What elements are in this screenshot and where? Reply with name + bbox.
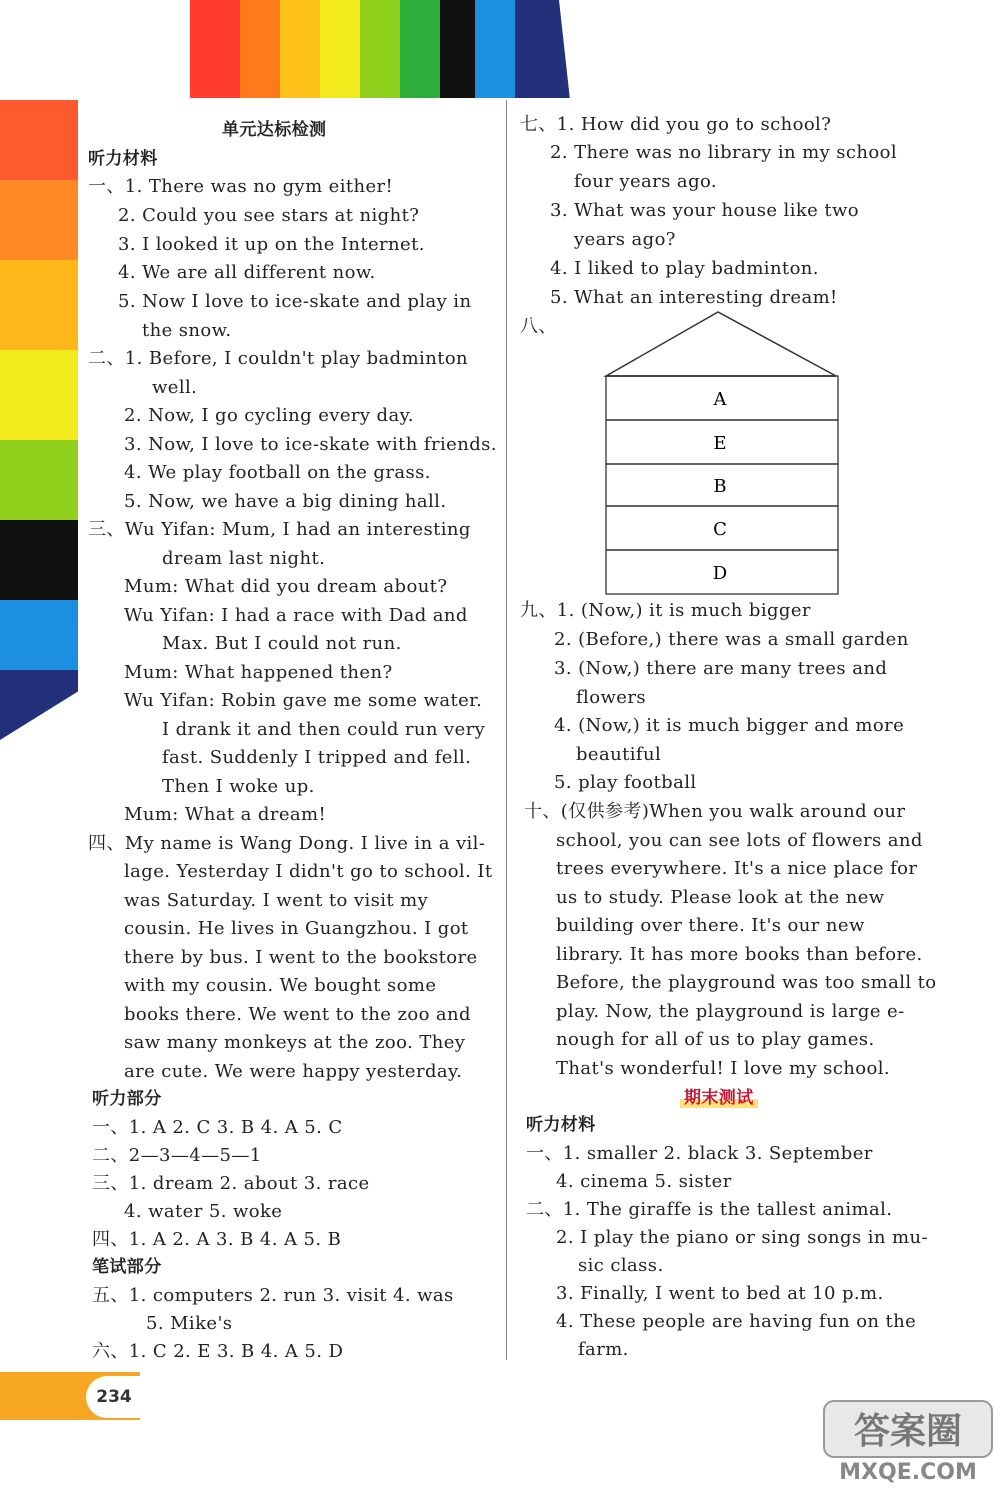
left-text-line: cousin. He lives in Guangzhou. I got bbox=[124, 918, 469, 939]
right-text-line: building over there. It's our new bbox=[556, 915, 865, 936]
left-text-line: 4. water 5. woke bbox=[124, 1201, 283, 1222]
house-label-4: C bbox=[713, 519, 727, 540]
left-text-line: 5. Now, we have a big dining hall. bbox=[124, 491, 447, 512]
right-text-line: us to study. Please look at the new bbox=[556, 887, 885, 908]
left-text-line: the snow. bbox=[142, 320, 232, 341]
right-text-line: 2. I play the piano or sing songs in mu- bbox=[556, 1227, 928, 1248]
right-text-line: 4. I liked to play badminton. bbox=[550, 258, 819, 279]
left-text-line: Wu Yifan: Robin gave me some water. bbox=[124, 690, 483, 711]
left-text-line: Max. But I could not run. bbox=[162, 633, 402, 654]
left-text-line: 5. Now I love to ice-skate and play in bbox=[118, 291, 472, 312]
right-text-line: years ago? bbox=[574, 229, 676, 250]
left-text-line: 5. Mike's bbox=[146, 1313, 233, 1334]
house-label-5: D bbox=[712, 563, 728, 584]
right-text-line: 九、1. (Now,) it is much bigger bbox=[520, 600, 811, 621]
left-text-line: 4. We play football on the grass. bbox=[124, 462, 431, 483]
right-text-line: four years ago. bbox=[574, 171, 718, 192]
left-text-line: Mum: What did you dream about? bbox=[124, 576, 448, 597]
left-section-heading: 听力材料 bbox=[88, 149, 158, 169]
right-text-line: 二、1. The giraffe is the tallest animal. bbox=[526, 1199, 893, 1220]
left-text-line: I drank it and then could run very bbox=[162, 719, 486, 740]
right-text-line: 3. (Now,) there are many trees and bbox=[554, 658, 888, 679]
left-text-line: books there. We went to the zoo and bbox=[124, 1004, 471, 1025]
right-text-line: nough for all of us to play games. bbox=[556, 1029, 875, 1050]
right-text-line: farm. bbox=[578, 1339, 629, 1360]
left-text-line: Mum: What a dream! bbox=[124, 804, 327, 825]
right-text-line: 十、(仅供参考)When you walk around our bbox=[524, 801, 906, 822]
right-text-line: 4. cinema 5. sister bbox=[556, 1171, 732, 1192]
house-label-1: A bbox=[713, 389, 727, 410]
left-text-line: with my cousin. We bought some bbox=[124, 975, 437, 996]
right-text-line: That's wonderful! I love my school. bbox=[556, 1058, 891, 1079]
left-text-line: 四、1. A 2. A 3. B 4. A 5. B bbox=[92, 1229, 342, 1250]
right-text-line: 一、1. smaller 2. black 3. September bbox=[526, 1143, 873, 1164]
left-text-line: Wu Yifan: I had a race with Dad and bbox=[124, 605, 468, 626]
right-text-line: trees everywhere. It's a nice place for bbox=[556, 858, 918, 879]
right-text-line: 八、 bbox=[520, 316, 557, 337]
house-roof bbox=[606, 312, 836, 376]
house-label-3: B bbox=[713, 476, 727, 497]
right-text-line: 3. What was your house like two bbox=[550, 200, 860, 221]
left-text-line: well. bbox=[152, 377, 198, 398]
left-text-line: fast. Suddenly I tripped and fell. bbox=[162, 747, 472, 768]
left-text-line: lage. Yesterday I didn't go to school. It bbox=[124, 861, 493, 882]
left-text-line: 一、1. A 2. C 3. B 4. A 5. C bbox=[92, 1117, 343, 1138]
final-test-title-text: 期末测试 bbox=[680, 1088, 758, 1108]
left-text-line: saw many monkeys at the zoo. They bbox=[124, 1032, 466, 1053]
right-text-line: 5. What an interesting dream! bbox=[550, 287, 838, 308]
left-text-line: 五、1. computers 2. run 3. visit 4. was bbox=[92, 1285, 454, 1306]
right-text-line: beautiful bbox=[576, 744, 662, 765]
left-text-line: 六、1. C 2. E 3. B 4. A 5. D bbox=[92, 1341, 344, 1362]
left-section-heading: 听力部分 bbox=[92, 1089, 162, 1109]
left-text-line: 一、1. There was no gym either! bbox=[88, 176, 394, 197]
right-text-line: 3. Finally, I went to bed at 10 p.m. bbox=[556, 1283, 884, 1304]
right-text-line: 4. (Now,) it is much bigger and more bbox=[554, 715, 905, 736]
left-text-line: dream last night. bbox=[162, 548, 326, 569]
right-text-line: 5. play football bbox=[554, 772, 697, 793]
left-text-line: are cute. We were happy yesterday. bbox=[124, 1061, 463, 1082]
left-text-line: 2. Could you see stars at night? bbox=[118, 205, 420, 226]
right-text-line: 2. There was no library in my school bbox=[550, 142, 898, 163]
right-text-line: library. It has more books than before. bbox=[556, 944, 923, 965]
final-test-title bbox=[680, 1083, 758, 1113]
page-number: 234 bbox=[86, 1376, 142, 1418]
left-text-line: Then I woke up. bbox=[162, 776, 315, 797]
right-text-line: 2. (Before,) there was a small garden bbox=[554, 629, 909, 650]
right-section-heading: 听力材料 bbox=[526, 1115, 596, 1135]
watermark-logo bbox=[820, 1395, 998, 1487]
right-text-line: flowers bbox=[576, 687, 646, 708]
left-text-line: Mum: What happened then? bbox=[124, 662, 393, 683]
right-text-line: 七、1. How did you go to school? bbox=[520, 114, 832, 135]
left-text-line: there by bus. I went to the bookstore bbox=[124, 947, 478, 968]
house-label-2: E bbox=[713, 433, 727, 454]
left-text-line: 3. Now, I love to ice-skate with friends. bbox=[124, 434, 497, 455]
column-divider bbox=[506, 100, 507, 1360]
left-section-heading: 笔试部分 bbox=[92, 1257, 162, 1277]
left-text-line: 3. I looked it up on the Internet. bbox=[118, 234, 425, 255]
right-text-line: sic class. bbox=[578, 1255, 664, 1276]
house-diagram bbox=[600, 310, 840, 600]
right-text-line: school, you can see lots of flowers and bbox=[556, 830, 923, 851]
left-text-line: 三、1. dream 2. about 3. race bbox=[92, 1173, 370, 1194]
left-text-line: 4. We are all different now. bbox=[118, 262, 376, 283]
right-text-line: Before, the playground was too small to bbox=[556, 972, 937, 993]
left-text-line: was Saturday. I went to visit my bbox=[124, 890, 429, 911]
unit-test-title: 单元达标检测 bbox=[222, 120, 327, 140]
left-text-line: 二、2—3—4—5—1 bbox=[92, 1145, 262, 1166]
left-text-line: 2. Now, I go cycling every day. bbox=[124, 405, 414, 426]
left-text-line: 四、My name is Wang Dong. I live in a vil- bbox=[88, 833, 486, 854]
svg-text:答案圈: 答案圈 bbox=[853, 1411, 963, 1452]
left-text-line: 二、1. Before, I couldn't play badminton bbox=[88, 348, 469, 369]
left-text-line: 三、Wu Yifan: Mum, I had an interesting bbox=[88, 519, 471, 540]
right-text-line: 4. These people are having fun on the bbox=[556, 1311, 917, 1332]
svg-text:MXQE.COM: MXQE.COM bbox=[839, 1460, 977, 1485]
right-text-line: play. Now, the playground is large e- bbox=[556, 1001, 905, 1022]
